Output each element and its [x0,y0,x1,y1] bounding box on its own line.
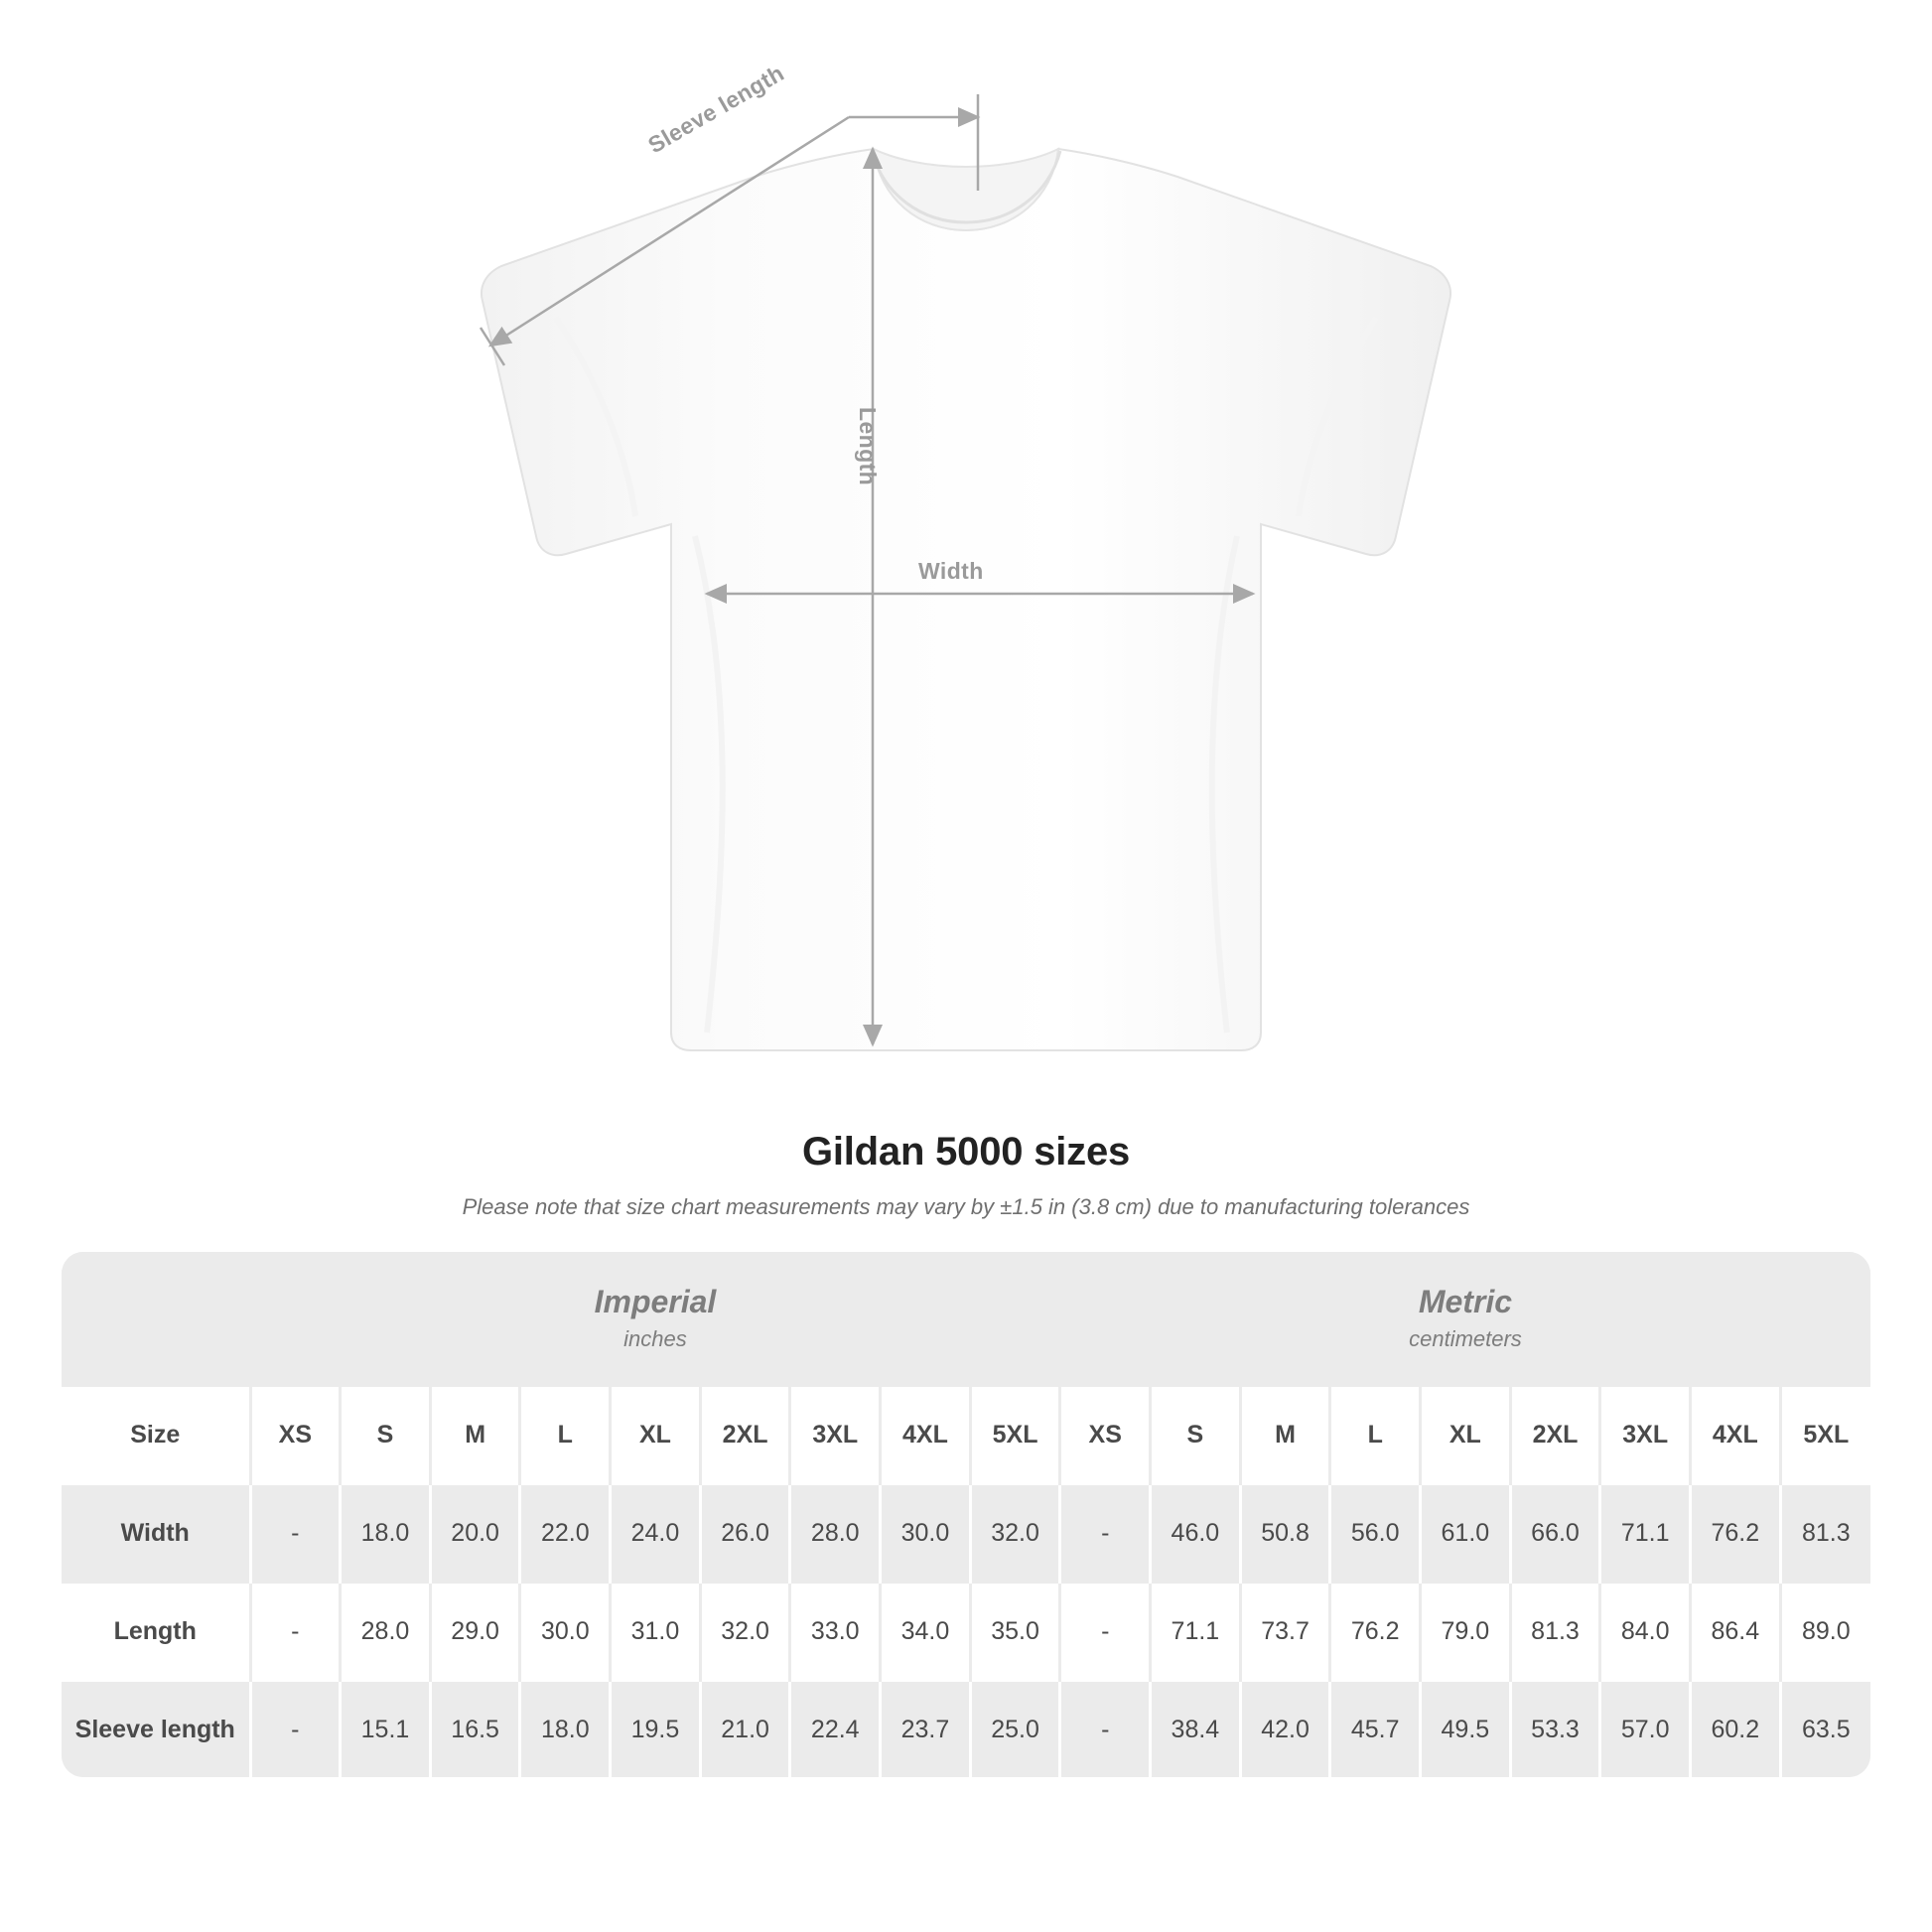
cell-width-metric-3xl: 71.1 [1600,1484,1691,1583]
unit-group-metric-name: Metric [1418,1284,1513,1320]
cell-sleeve-length-imperial-2xl: 21.0 [700,1681,790,1778]
cell-sleeve-length-metric-xl: 49.5 [1421,1681,1511,1778]
unit-group-metric-sub: centimeters [1409,1326,1522,1352]
cell-sleeve-length-imperial-xl: 19.5 [611,1681,701,1778]
cell-length-imperial-xs: - [250,1583,341,1681]
column-header-metric-s: S [1151,1387,1241,1484]
column-header-imperial-4xl: 4XL [881,1387,971,1484]
cell-length-metric-2xl: 81.3 [1510,1583,1600,1681]
cell-sleeve-length-metric-s: 38.4 [1151,1681,1241,1778]
column-header-imperial-xs: XS [250,1387,341,1484]
cell-width-metric-xs: - [1060,1484,1151,1583]
column-header-imperial-3xl: 3XL [790,1387,881,1484]
cell-sleeve-length-imperial-s: 15.1 [341,1681,431,1778]
cell-width-imperial-4xl: 30.0 [881,1484,971,1583]
cell-length-imperial-s: 28.0 [341,1583,431,1681]
cell-width-metric-2xl: 66.0 [1510,1484,1600,1583]
title-block [0,1130,1932,1220]
cell-sleeve-length-metric-2xl: 53.3 [1510,1681,1600,1778]
cell-sleeve-length-metric-m: 42.0 [1240,1681,1330,1778]
cell-length-metric-m: 73.7 [1240,1583,1330,1681]
cell-sleeve-length-imperial-5xl: 25.0 [970,1681,1060,1778]
row-header-sleeve-length: Sleeve length [62,1681,250,1778]
cell-sleeve-length-metric-xs: - [1060,1681,1151,1778]
cell-length-imperial-xl: 31.0 [611,1583,701,1681]
cell-width-metric-s: 46.0 [1151,1484,1241,1583]
cell-sleeve-length-imperial-3xl: 22.4 [790,1681,881,1778]
cell-width-metric-m: 50.8 [1240,1484,1330,1583]
cell-length-imperial-5xl: 35.0 [970,1583,1060,1681]
sleeve-length-dimension-label: Sleeve length [643,60,789,159]
cell-length-metric-xs: - [1060,1583,1151,1681]
table-row [62,1681,1870,1778]
cell-length-imperial-m: 29.0 [430,1583,520,1681]
row-header-width: Width [62,1484,250,1583]
column-header-imperial-l: L [520,1387,611,1484]
cell-width-metric-5xl: 81.3 [1780,1484,1870,1583]
cell-length-imperial-2xl: 32.0 [700,1583,790,1681]
unit-row-spacer [62,1252,250,1387]
table-row [62,1484,1870,1583]
cell-width-imperial-l: 22.0 [520,1484,611,1583]
unit-group-imperial-sub: inches [623,1326,687,1352]
column-header-imperial-m: M [430,1387,520,1484]
cell-length-imperial-4xl: 34.0 [881,1583,971,1681]
unit-group-metric [1060,1252,1870,1387]
column-header-imperial-5xl: 5XL [970,1387,1060,1484]
cell-width-imperial-3xl: 28.0 [790,1484,881,1583]
cell-length-imperial-l: 30.0 [520,1583,611,1681]
row-header-length: Length [62,1583,250,1681]
cell-sleeve-length-imperial-4xl: 23.7 [881,1681,971,1778]
width-dimension-label: Width [918,558,984,584]
column-header-metric-l: L [1330,1387,1421,1484]
tolerance-note: Please note that size chart measurements may vary by ±1.5 in (3.8 cm) due to manufacturing tolerances [462,1194,1470,1219]
size-table [62,1252,1870,1777]
cell-width-imperial-m: 20.0 [430,1484,520,1583]
cell-length-metric-4xl: 86.4 [1691,1583,1781,1681]
cell-sleeve-length-metric-3xl: 57.0 [1600,1681,1691,1778]
cell-length-metric-5xl: 89.0 [1780,1583,1870,1681]
table-header-row [62,1387,1870,1484]
cell-length-imperial-3xl: 33.0 [790,1583,881,1681]
unit-group-imperial-name: Imperial [594,1284,717,1320]
column-header-metric-5xl: 5XL [1780,1387,1870,1484]
cell-length-metric-3xl: 84.0 [1600,1583,1691,1681]
cell-length-metric-xl: 79.0 [1421,1583,1511,1681]
size-table-container [62,1252,1870,1777]
cell-width-imperial-xs: - [250,1484,341,1583]
cell-width-metric-l: 56.0 [1330,1484,1421,1583]
size-header-cell: Size [62,1387,250,1484]
column-header-imperial-s: S [341,1387,431,1484]
cell-sleeve-length-metric-5xl: 63.5 [1780,1681,1870,1778]
cell-width-metric-xl: 61.0 [1421,1484,1511,1583]
cell-width-imperial-2xl: 26.0 [700,1484,790,1583]
cell-sleeve-length-metric-l: 45.7 [1330,1681,1421,1778]
cell-sleeve-length-metric-4xl: 60.2 [1691,1681,1781,1778]
column-header-metric-xl: XL [1421,1387,1511,1484]
column-header-imperial-2xl: 2XL [700,1387,790,1484]
cell-length-metric-s: 71.1 [1151,1583,1241,1681]
unit-group-row [62,1252,1870,1387]
cell-length-metric-l: 76.2 [1330,1583,1421,1681]
cell-width-imperial-s: 18.0 [341,1484,431,1583]
column-header-metric-m: M [1240,1387,1330,1484]
table-row [62,1583,1870,1681]
column-header-metric-3xl: 3XL [1600,1387,1691,1484]
cell-width-imperial-5xl: 32.0 [970,1484,1060,1583]
cell-width-metric-4xl: 76.2 [1691,1484,1781,1583]
cell-width-imperial-xl: 24.0 [611,1484,701,1583]
column-header-imperial-xl: XL [611,1387,701,1484]
column-header-metric-2xl: 2XL [1510,1387,1600,1484]
cell-sleeve-length-imperial-l: 18.0 [520,1681,611,1778]
unit-group-imperial [250,1252,1060,1387]
column-header-metric-xs: XS [1060,1387,1151,1484]
cell-sleeve-length-imperial-xs: - [250,1681,341,1778]
length-dimension-label: Length [855,407,881,486]
column-header-metric-4xl: 4XL [1691,1387,1781,1484]
page-title: Gildan 5000 sizes [801,1130,1131,1173]
cell-sleeve-length-imperial-m: 16.5 [430,1681,520,1778]
